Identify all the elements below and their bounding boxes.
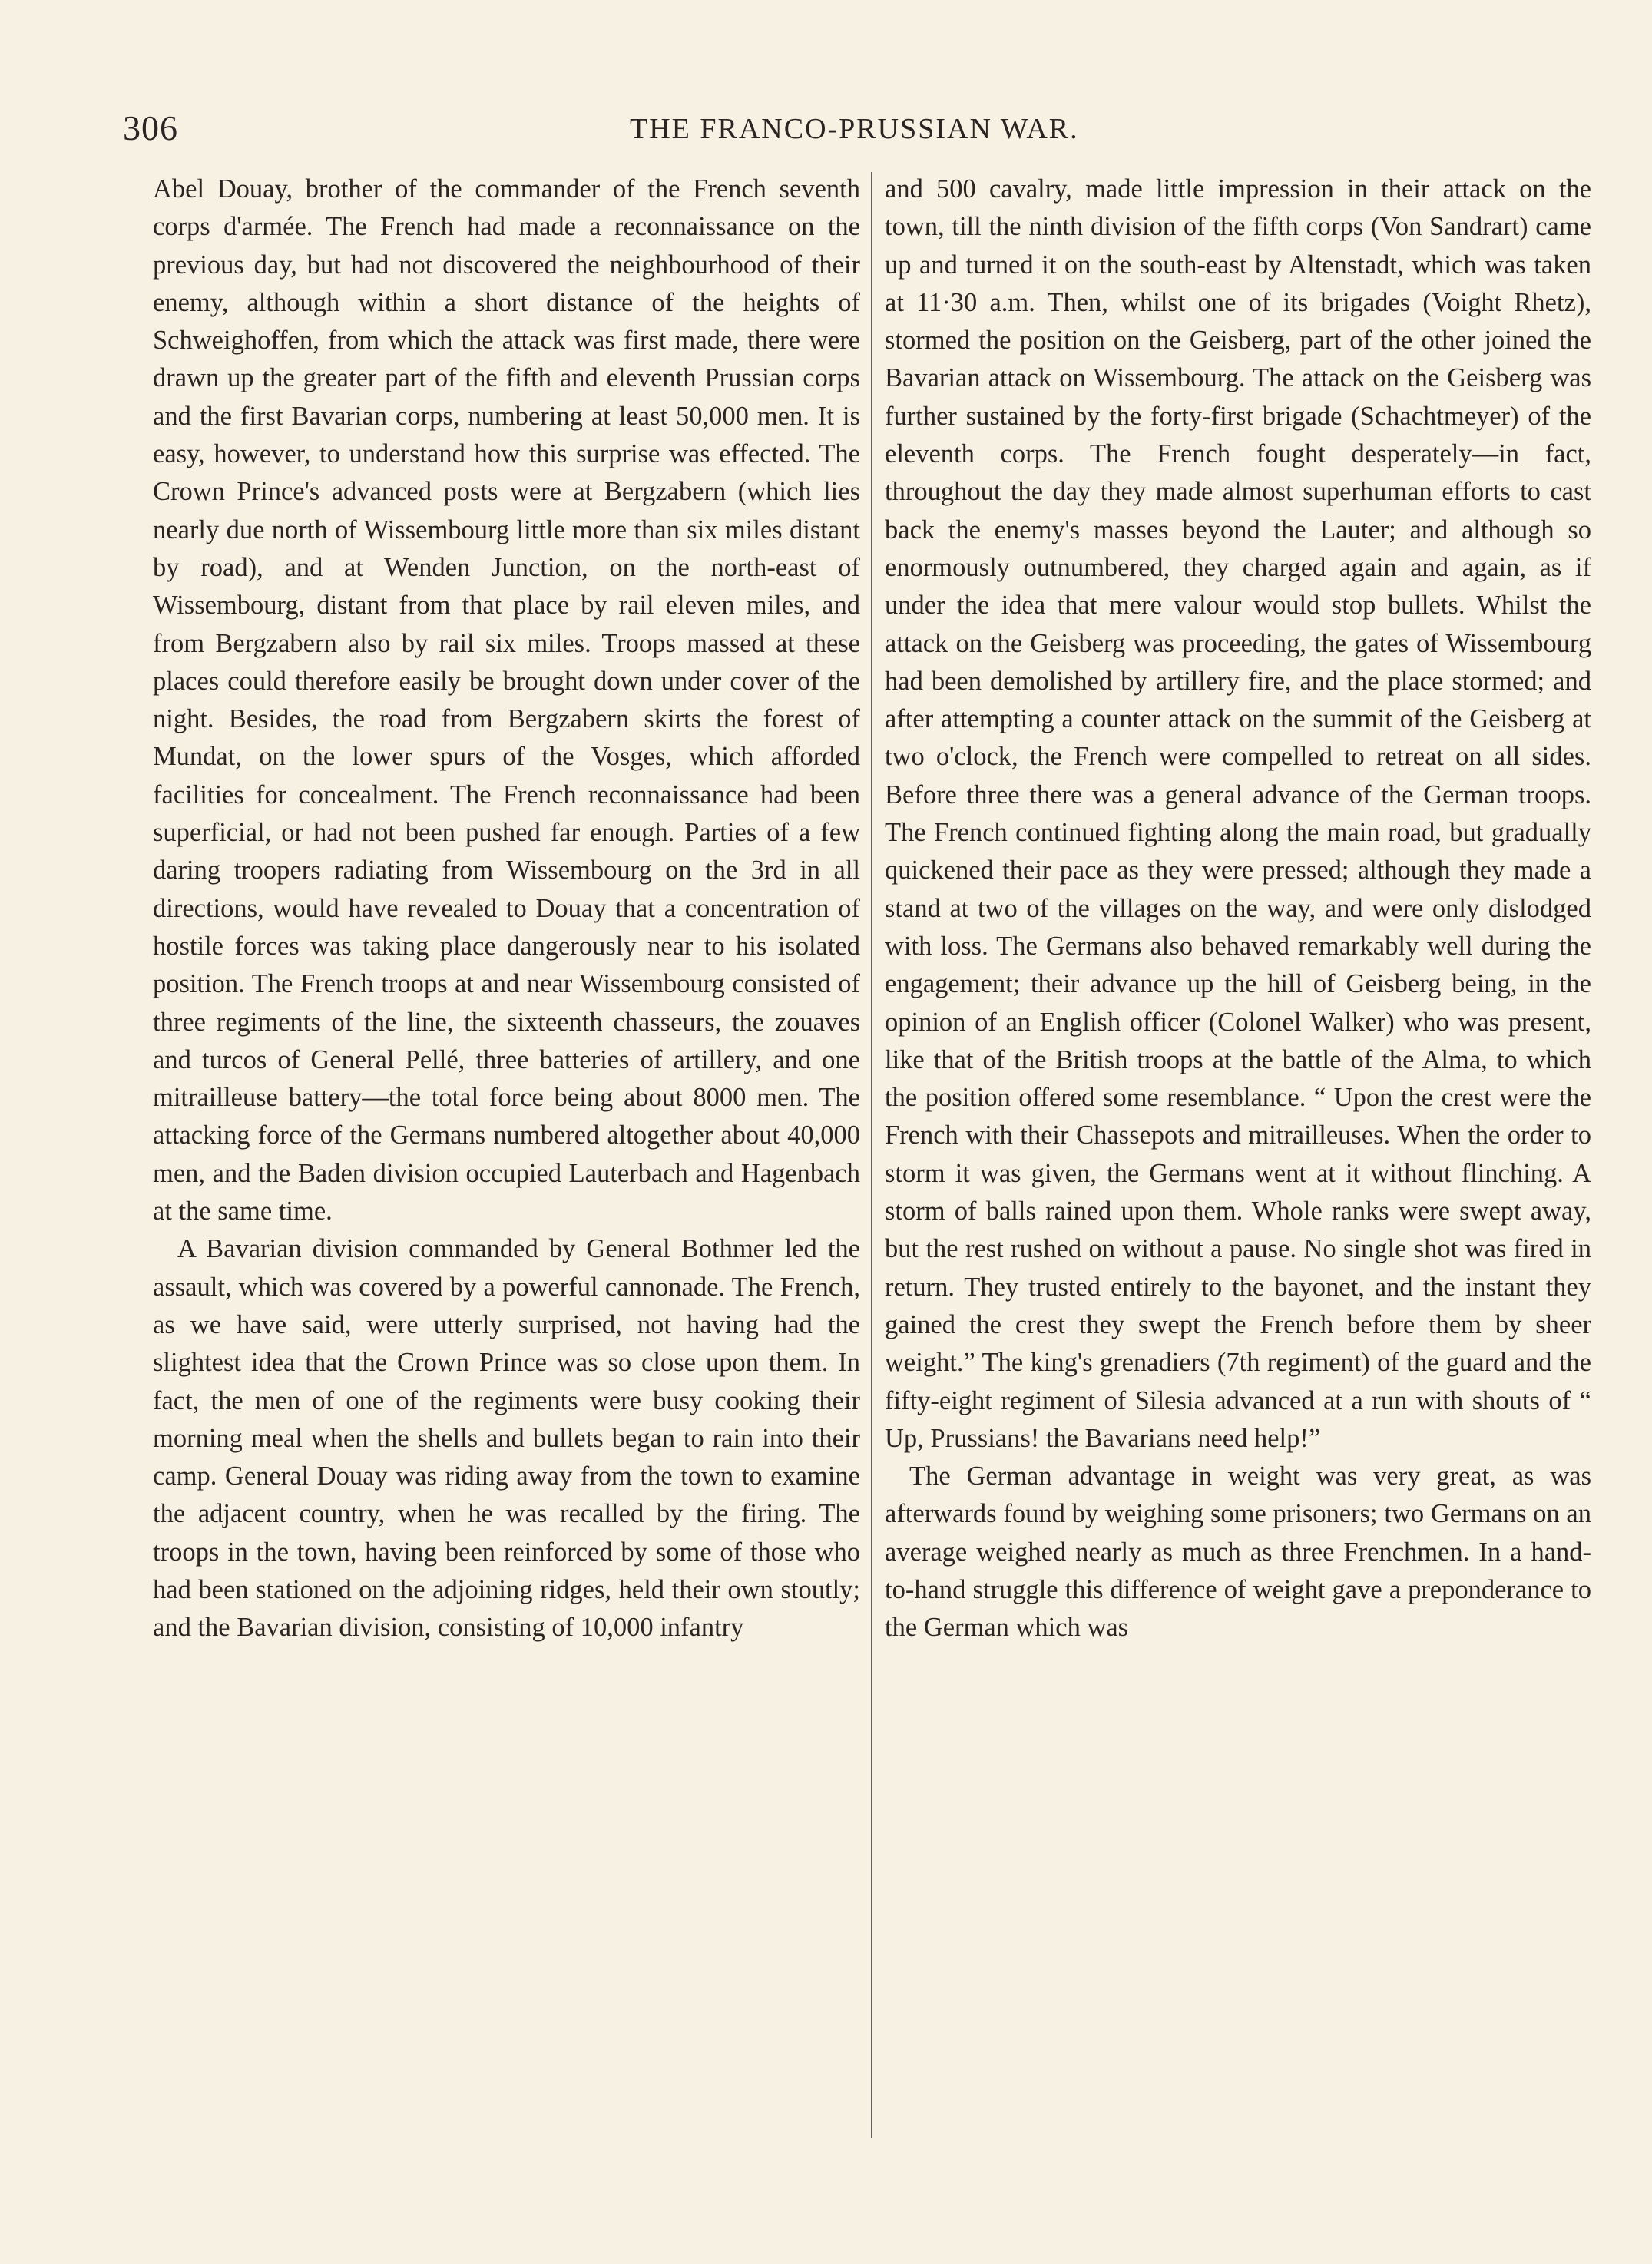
page-number: 306 — [123, 108, 178, 147]
paragraph: The German advantage in weight was very great, as was afterwards found by weighing some prisoners; two Germans on an average weighed nearly as much as three Frenchmen. In a hand-to-hand struggle this difference of weight gave a preponderance to the German which was — [885, 1461, 1591, 1643]
left-column — [153, 170, 860, 1647]
column-divider — [871, 172, 872, 2138]
paragraph: and 500 cavalry, made little impression in their attack on the town, till the ninth division of the fifth corps (Von Sandrart) came up and turned it on the south-east by Altenstadt, which was taken at 11·30 a.m. Then, whilst one of its brigades (Voight Rhetz), stormed the position on the Geisberg, part of the other joined the Bavarian attack on Wissembourg. The attack on the Geisberg was further sustained by the forty-first brigade (Schachtmeyer) of the eleventh corps. The French fought desperately—in fact, throughout the day they made almost superhuman efforts to cast back the enemy's masses beyond the Lauter; and although so enormously outnumbered, they charged again and again, as if under the idea that mere valour would stop bullets. Whilst the attack on the Geisberg was proceeding, the gates of Wissembourg had been demolished by artillery fire, and the place stormed; and after attempting a counter attack on the summit of the Geisberg at two o'clock, the French were compelled to retreat on all sides. Before three there was a general advance of the German troops. The French continued fighting along the main road, but gradually quickened their pace as they were pressed; although they made a stand at two of the villages on the way, and were only dislodged with loss. The Germans also behaved remarkably well during the engagement; their advance up the hill of Geisberg being, in the opinion of an English officer (Colonel Walker) who was present, like that of the British troops at the battle of the Alma, to which the position offered some resemblance. “ Upon the crest were the French with their Chassepots and mitrailleuses. When the order to storm it was given, the Germans went at it without flinching. A storm of balls rained upon them. Whole ranks were swept away, but the rest rushed on without a pause. No single shot was fired in return. They trusted entirely to the bayonet, and the instant they gained the crest they swept the French before them by sheer weight.” The king's grenadiers (7th regiment) of the guard and the fifty-eight regiment of Silesia advanced at a run with shouts of “ Up, Prussians! the Bavarians need help!” — [885, 174, 1591, 1453]
paragraph: Abel Douay, brother of the commander of the French seventh corps d'armée. The French had made a reconnaissance on the previous day, but had not discovered the neighbourhood of their enemy, although within a short distance of the heights of Schweighoffen, from which the attack was first made, there were drawn up the greater part of the fifth and eleventh Prussian corps and the first Bavarian corps, numbering at least 50,000 men. It is easy, however, to understand how this surprise was effected. The Crown Prince's advanced posts were at Bergzabern (which lies nearly due north of Wissembourg little more than six miles distant by road), and at Wenden Junction, on the north-east of Wissembourg, distant from that place by rail eleven miles, and from Bergzabern also by rail six miles. Troops massed at these places could therefore easily be brought down under cover of the night. Besides, the road from Bergzabern skirts the forest of Mundat, on the lower spurs of the Vosges, which afforded facilities for concealment. The French reconnaissance had been superficial, or had not been pushed far enough. Parties of a few daring troopers radiating from Wissembourg on the 3rd in all directions, would have revealed to Douay that a concentration of hostile forces was taking place dangerously near to his isolated position. The French troops at and near Wissembourg consisted of three regiments of the line, the sixteenth chasseurs, the zouaves and turcos of General Pellé, three batteries of artillery, and one mitrailleuse battery—the total force being about 8000 men. The attacking force of the Germans numbered altogether about 40,000 men, and the Baden division occupied Lauterbach and Hagenbach at the same time. — [153, 174, 860, 1226]
running-title: THE FRANCO-PRUSSIAN WAR. — [630, 113, 1079, 145]
right-column — [885, 170, 1591, 1647]
paragraph: A Bavarian division commanded by General Bothmer led the assault, which was covered by a powerful cannonade. The French, as we have said, were utterly surprised, not having had the slightest idea that the Crown Prince was so close upon them. In fact, the men of one of the regiments were busy cooking their morning meal when the shells and bullets began to rain into their camp. General Douay was riding away from the town to examine the adjacent country, when he was recalled by the firing. The troops in the town, having been reinforced by some of those who had been stationed on the adjoining ridges, held their own stoutly; and the Bavarian division, consisting of 10,000 infantry — [153, 1234, 860, 1643]
